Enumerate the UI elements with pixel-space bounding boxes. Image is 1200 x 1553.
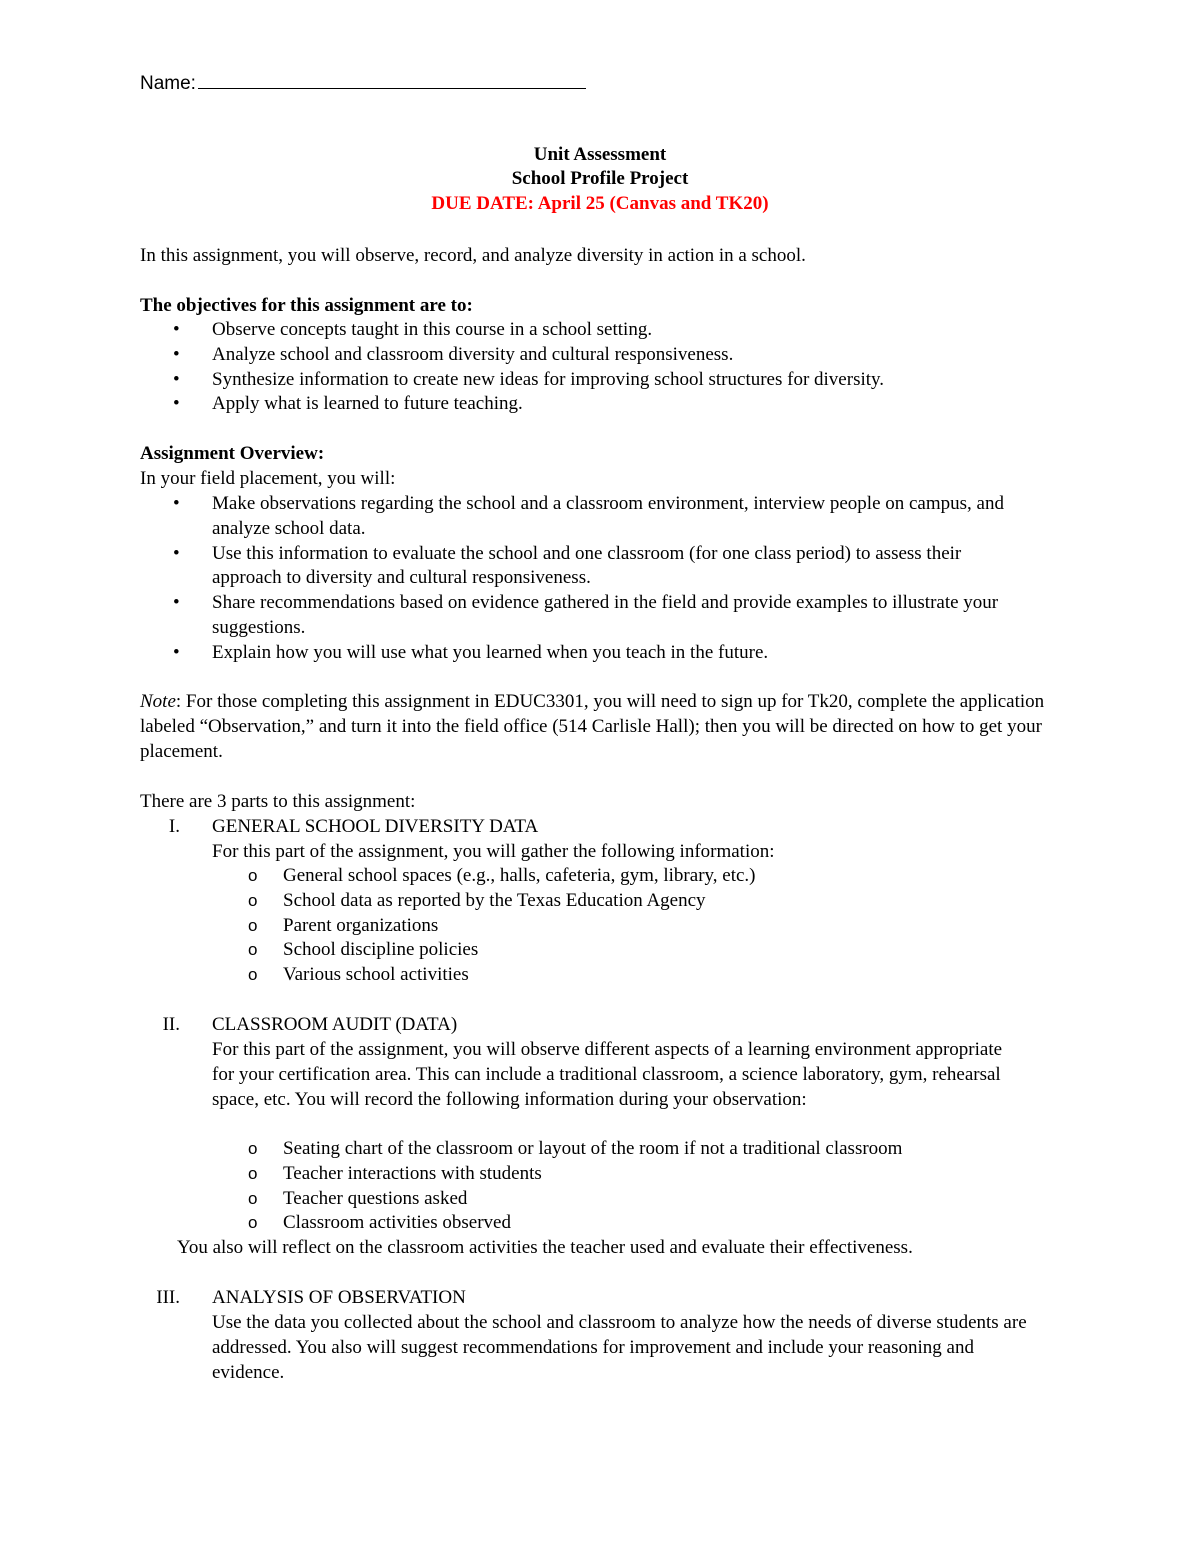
objectives-list — [140, 318, 1040, 417]
list-item: o Teacher questions asked — [212, 1187, 1032, 1212]
bullet-icon: • — [173, 343, 180, 365]
sub-bullet-icon: o — [248, 866, 258, 885]
note-text: : For those completing this assignment in EDUC3301, you will need to sign up for Tk20, complete the application labeled “Observation,” and turn it into the field office (514 Carlisle Hall); then you will be directed on how to get your placement. — [140, 691, 1045, 762]
sub-bullet-icon: o — [248, 915, 258, 935]
parts-intro: There are 3 parts to this assignment: — [140, 791, 416, 812]
title-unit-assessment: Unit Assessment — [533, 144, 667, 165]
list-item: • Apply what is learned to future teaching. — [140, 392, 1040, 417]
part-heading: GENERAL SCHOOL DIVERSITY DATA — [212, 816, 539, 837]
note-paragraph — [140, 690, 1070, 764]
part-3-lead: Use the data you collected about the school and classroom to analyze how the needs of diverse students are addressed. You also will suggest recommendations for improvement and include your reasoning and evidence. — [212, 1312, 1027, 1383]
list-item: • Observe concepts taught in this course in a school setting. — [140, 318, 1040, 343]
name-field — [140, 70, 586, 97]
overview-heading: Assignment Overview: — [140, 443, 325, 464]
sub-bullet-icon: o — [248, 940, 258, 960]
part-1-list — [212, 864, 1032, 988]
objectives-heading: The objectives for this assignment are to: — [140, 295, 473, 316]
title-school-profile: School Profile Project — [511, 168, 689, 189]
part-heading: CLASSROOM AUDIT (DATA) — [212, 1014, 458, 1035]
part-number: I. — [168, 816, 180, 837]
intro-paragraph: In this assignment, you will observe, record, and analyze diversity in action in a school. — [140, 245, 806, 266]
list-item: o School data as reported by the Texas Education Agency — [212, 889, 1032, 914]
list-item: • Use this information to evaluate the school and one classroom (for one class period) to assess their approach to diversity and cultural responsiveness. — [173, 542, 962, 589]
list-item: o General school spaces (e.g., halls, cafeteria, gym, library, etc.) — [212, 864, 1032, 889]
part-number: III. — [156, 1287, 180, 1308]
sub-bullet-icon: o — [248, 1213, 258, 1233]
note-label: Note — [140, 691, 176, 712]
bullet-icon: • — [173, 641, 180, 663]
list-item: o School discipline policies — [212, 938, 1032, 963]
list-item: • Analyze school and classroom diversity and cultural responsiveness. — [140, 343, 1040, 368]
bullet-icon: • — [173, 319, 180, 340]
part-2-list — [212, 1137, 1032, 1236]
list-item: o Teacher interactions with students — [212, 1162, 1032, 1187]
bullet-icon: • — [173, 368, 180, 390]
part-number: II. — [162, 1014, 180, 1035]
name-label: Name: — [140, 73, 196, 94]
due-date: DUE DATE: April 25 (Canvas and TK20) — [431, 193, 769, 214]
sub-bullet-icon: o — [248, 1139, 258, 1158]
part-heading: ANALYSIS OF OBSERVATION — [212, 1287, 466, 1308]
list-item: o Parent organizations — [212, 914, 1032, 939]
bullet-icon: • — [173, 542, 180, 564]
bullet-icon: • — [173, 592, 180, 614]
name-blank-line — [198, 70, 586, 89]
list-item: • Make observations regarding the school and a classroom environment, interview people on campus, and analyze school data. — [173, 493, 1004, 539]
overview-list — [140, 492, 1020, 666]
overview-lead: In your field placement, you will: — [140, 468, 396, 489]
sub-bullet-icon: o — [248, 1163, 258, 1183]
list-item: o Classroom activities observed — [212, 1211, 1032, 1236]
bullet-icon: • — [173, 493, 180, 514]
sub-bullet-icon: o — [248, 890, 258, 910]
list-item: • Share recommendations based on evidence gathered in the field and provide examples to illustrate your suggestions. — [173, 592, 999, 638]
list-item: • Synthesize information to create new ideas for improving school structures for diversity. — [140, 368, 1040, 393]
sub-bullet-icon: o — [248, 1188, 258, 1208]
list-item: • Explain how you will use what you learned when you teach in the future. — [140, 641, 1020, 666]
part-2-reflection: You also will reflect on the classroom activities the teacher used and evaluate their effectiveness. — [177, 1237, 913, 1258]
sub-bullet-icon: o — [248, 965, 258, 985]
part-1-lead: For this part of the assignment, you will gather the following information: — [212, 841, 775, 862]
list-item: o Seating chart of the classroom or layout of the room if not a traditional classroom — [212, 1137, 1032, 1162]
list-item: o Various school activities — [212, 963, 1032, 988]
bullet-icon: • — [173, 393, 180, 415]
part-2-lead: For this part of the assignment, you will observe different aspects of a learning environment appropriate for your certification area. This can include a traditional classroom, a science laboratory, gym, rehearsal space, etc. You will record the following information during your observation: — [212, 1039, 1003, 1110]
